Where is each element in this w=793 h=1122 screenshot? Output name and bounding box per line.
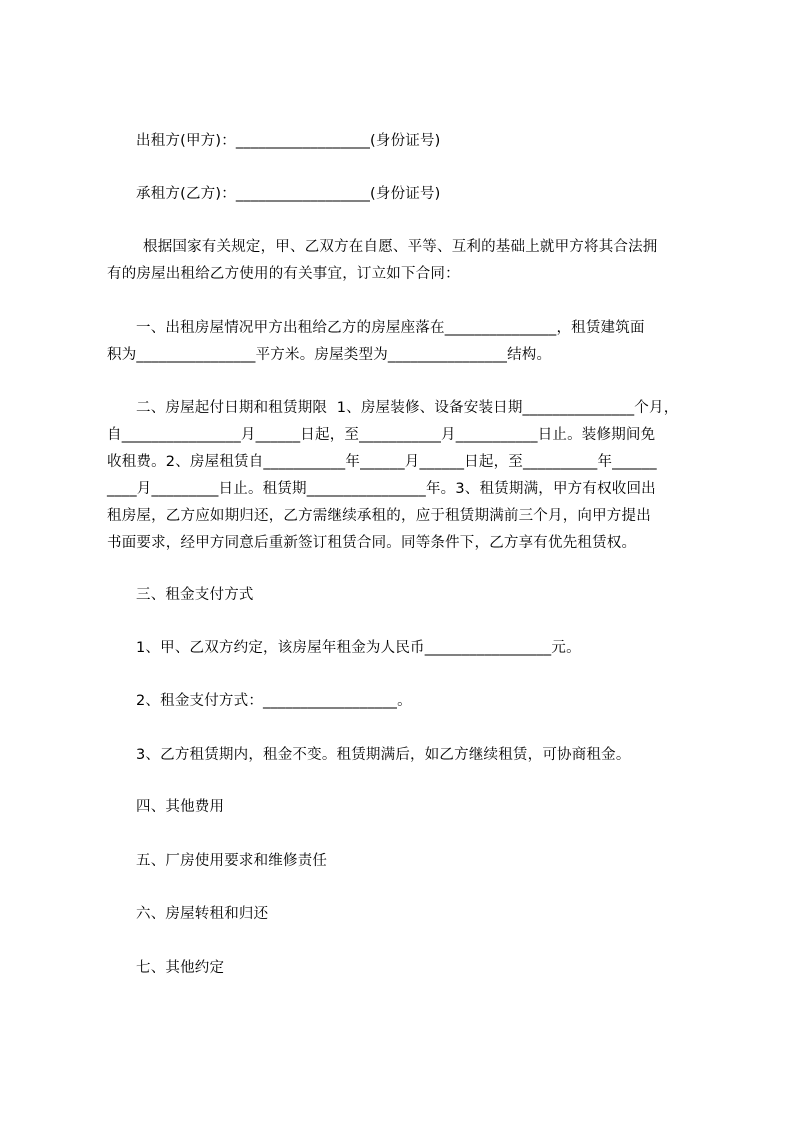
section6-title: 六、房屋转租和归还 — [136, 906, 269, 922]
section2-line-1: 二、房屋起付日期和租赁期限 1、房屋装修、设备安装日期_______________个月， — [136, 400, 679, 416]
section2-line-4: ____月_________日止。租赁期________________年。3、租赁期满，甲方有权收回出 — [107, 481, 656, 497]
section2-line-2: 自________________月______日起，至___________月___________日止。装修期间免 — [107, 427, 656, 443]
preamble-line-2: 有的房屋出租给乙方使用的有关事宜，订立如下合同： — [107, 266, 460, 282]
lessor-line: 出租方(甲方)：__________________(身份证号) — [136, 133, 441, 149]
section1-line-2: 积为________________平方米。房屋类型为________________结构。 — [107, 347, 552, 363]
section5-title: 五、厂房使用要求和维修责任 — [136, 853, 328, 869]
section2-line-3: 收租费。2、房屋租赁自___________年______月______日起，至__________年______ — [107, 454, 657, 470]
section2-line-6: 书面要求，经甲方同意后重新签订租赁合同。同等条件下，乙方享有优先租赁权。 — [107, 535, 637, 551]
section3-item-1: 1、甲、乙双方约定，该房屋年租金为人民币_________________元。 — [136, 640, 581, 656]
section7-title: 七、其他约定 — [136, 960, 225, 976]
section3-title: 三、租金支付方式 — [136, 587, 254, 603]
section2-line-5: 租房屋，乙方应如期归还，乙方需继续承租的，应于租赁期满前三个月，向甲方提出 — [107, 508, 651, 524]
section3-item-3: 3、乙方租赁期内，租金不变。租赁期满后，如乙方继续租赁，可协商租金。 — [136, 747, 631, 763]
lessee-line: 承租方(乙方)：__________________(身份证号) — [136, 186, 441, 202]
section1-line-1: 一、出租房屋情况甲方出租给乙方的房屋座落在_______________，租赁建筑面 — [136, 320, 645, 336]
preamble-line-1: 根据国家有关规定，甲、乙双方在自愿、平等、互利的基础上就甲方将其合法拥 — [143, 239, 658, 255]
section3-item-2: 2、租金支付方式：__________________。 — [136, 693, 412, 709]
section4-title: 四、其他费用 — [136, 799, 225, 815]
